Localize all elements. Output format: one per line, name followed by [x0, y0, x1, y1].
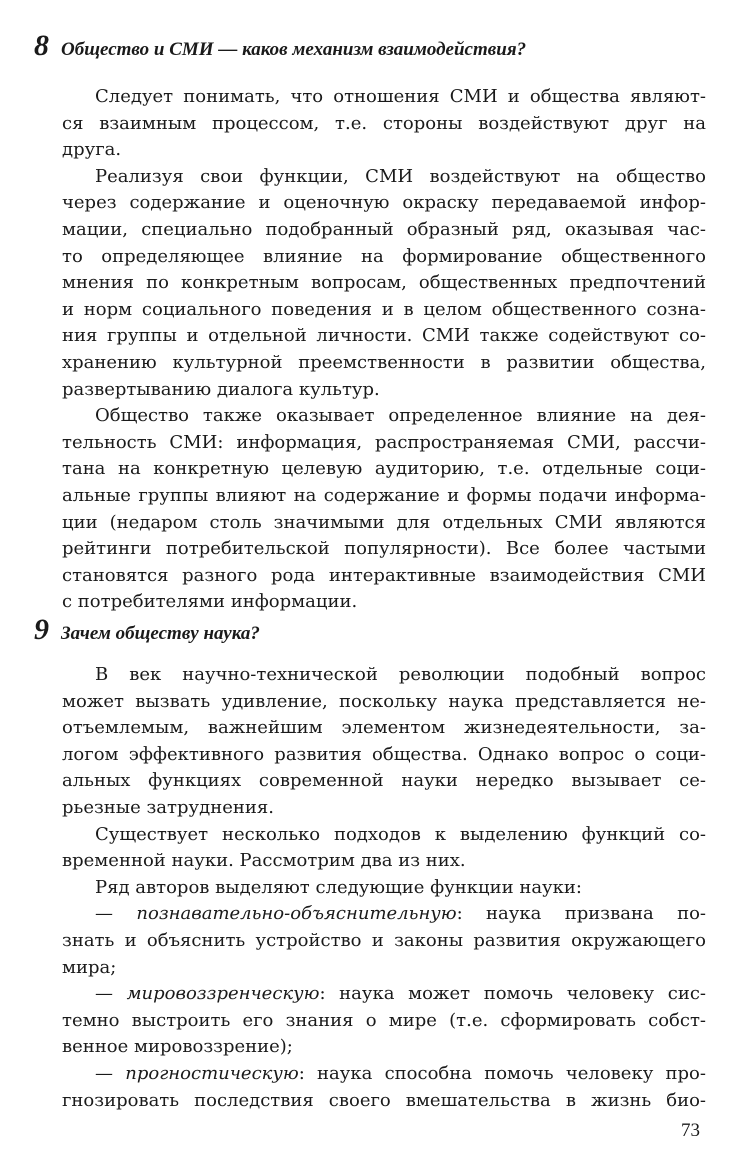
- text-line: [62, 822, 706, 849]
- text-line: [62, 955, 706, 982]
- text-line: [62, 689, 706, 716]
- line-text: тельность СМИ: информация, распространяемая СМИ, рассчи-: [62, 431, 706, 453]
- text-line: [62, 742, 706, 769]
- line-text: Ряд авторов выделяют следующие функции науки:: [95, 876, 582, 898]
- line-text: то определяющее влияние на формирование общественного: [62, 245, 706, 267]
- text-line: [62, 510, 706, 537]
- emphasized-term: — прогностическую: [95, 1062, 299, 1084]
- section-body: [62, 662, 706, 1114]
- line-text: временной науки. Рассмотрим два из них.: [62, 850, 466, 872]
- text-line: [62, 323, 706, 350]
- line-text: ся взаимным процессом, т.е. стороны воздействуют друг на: [62, 112, 706, 134]
- text-line: [62, 297, 706, 324]
- line-text: хранению культурной преемственности в развитии общества,: [62, 351, 706, 373]
- section-number: 8: [34, 29, 49, 62]
- text-line: [62, 111, 706, 138]
- line-text: Общество также оказывает определенное влияние на дея-: [95, 405, 706, 427]
- line-text: развертыванию диалога культур.: [62, 378, 380, 400]
- emphasized-term: — мировоззренческую: [95, 983, 320, 1005]
- emphasized-term: — познавательно-объяснительную: [95, 903, 457, 925]
- line-text: Следует понимать, что отношения СМИ и общества являют-: [95, 86, 706, 107]
- line-text: отъемлемым, важнейшим элементом жизнедеятельности, за-: [62, 717, 706, 739]
- text-line: [62, 456, 706, 483]
- text-line: [62, 1008, 706, 1035]
- section-heading: [34, 613, 260, 647]
- text-line: [62, 1088, 706, 1115]
- line-text: Реализуя свои функции, СМИ воздействуют на общество: [95, 165, 706, 187]
- text-line: [62, 768, 706, 795]
- line-text: и норм социального поведения и в целом общественного созна-: [62, 298, 706, 320]
- text-line: [62, 981, 706, 1008]
- line-text: становятся разного рода интерактивные взаимодействия СМИ: [62, 564, 706, 586]
- line-text: : наука призвана по-: [456, 903, 706, 925]
- text-line: [62, 430, 706, 457]
- section-number: 9: [34, 613, 49, 646]
- text-line: [62, 190, 706, 217]
- line-text: мнения по конкретным вопросам, общественных предпочтений: [62, 272, 706, 294]
- text-line: [62, 563, 706, 590]
- line-text: гнозировать последствия своего вмешательства в жизнь био-: [62, 1089, 706, 1111]
- page-number: 73: [681, 1120, 700, 1141]
- line-text: с потребителями информации.: [62, 591, 358, 613]
- section-title: Зачем обществу наука?: [61, 623, 260, 644]
- text-line: [62, 928, 706, 955]
- line-text: ции (недаром столь значимыми для отдельных СМИ являются: [62, 511, 706, 533]
- section-title: Общество и СМИ — каков механизм взаимодействия?: [61, 39, 527, 60]
- text-line: [62, 483, 706, 510]
- text-line: [62, 377, 706, 404]
- line-text: логом эффективного развития общества. Однако вопрос о соци-: [62, 743, 706, 765]
- line-text: : наука может помочь человеку сис-: [319, 983, 707, 1005]
- text-line: [62, 848, 706, 875]
- line-text: может вызвать удивление, поскольку наука представляется не-: [62, 690, 706, 712]
- section-body: [62, 84, 706, 616]
- line-text: : наука способна помочь человеку про-: [298, 1062, 706, 1084]
- line-text: Существует несколько подходов к выделению функций со-: [95, 823, 706, 845]
- section-heading: [34, 29, 526, 63]
- line-text: тана на конкретную целевую аудиторию, т.е. отдельные соци-: [62, 458, 706, 480]
- line-text: В век научно-технической революции подобный вопрос: [95, 664, 706, 685]
- text-line: [62, 1061, 706, 1088]
- text-line: [62, 901, 706, 928]
- line-text: венное мировоззрение);: [62, 1036, 293, 1058]
- text-line: [62, 244, 706, 271]
- text-line: [62, 217, 706, 244]
- line-text: друга.: [62, 139, 122, 161]
- text-line: [62, 137, 706, 164]
- line-text: знать и объяснить устройство и законы развития окружающего: [62, 929, 706, 951]
- line-text: темно выстроить его знания о мире (т.е. сформировать собст-: [62, 1009, 706, 1031]
- text-line: [62, 795, 706, 822]
- text-line: [62, 270, 706, 297]
- text-line: [62, 1034, 706, 1061]
- line-text: рьезные затруднения.: [62, 796, 274, 818]
- line-text: через содержание и оценочную окраску передаваемой инфор-: [62, 192, 706, 214]
- line-text: альные группы влияют на содержание и формы подачи информа-: [62, 484, 706, 506]
- line-text: мации, специально подобранный образный ряд, оказывая час-: [62, 218, 706, 240]
- text-line: [62, 403, 706, 430]
- text-line: [62, 662, 706, 689]
- text-line: [62, 875, 706, 902]
- text-line: [62, 164, 706, 191]
- text-line: [62, 350, 706, 377]
- text-line: [62, 84, 706, 111]
- text-line: [62, 715, 706, 742]
- line-text: альных функциях современной науки нередко вызывает се-: [62, 770, 706, 792]
- line-text: рейтинги потребительской популярности). Все более частыми: [62, 538, 706, 560]
- text-line: [62, 589, 706, 616]
- line-text: ния группы и отдельной личности. СМИ также содействуют со-: [62, 325, 706, 347]
- line-text: мира;: [62, 956, 117, 978]
- text-line: [62, 536, 706, 563]
